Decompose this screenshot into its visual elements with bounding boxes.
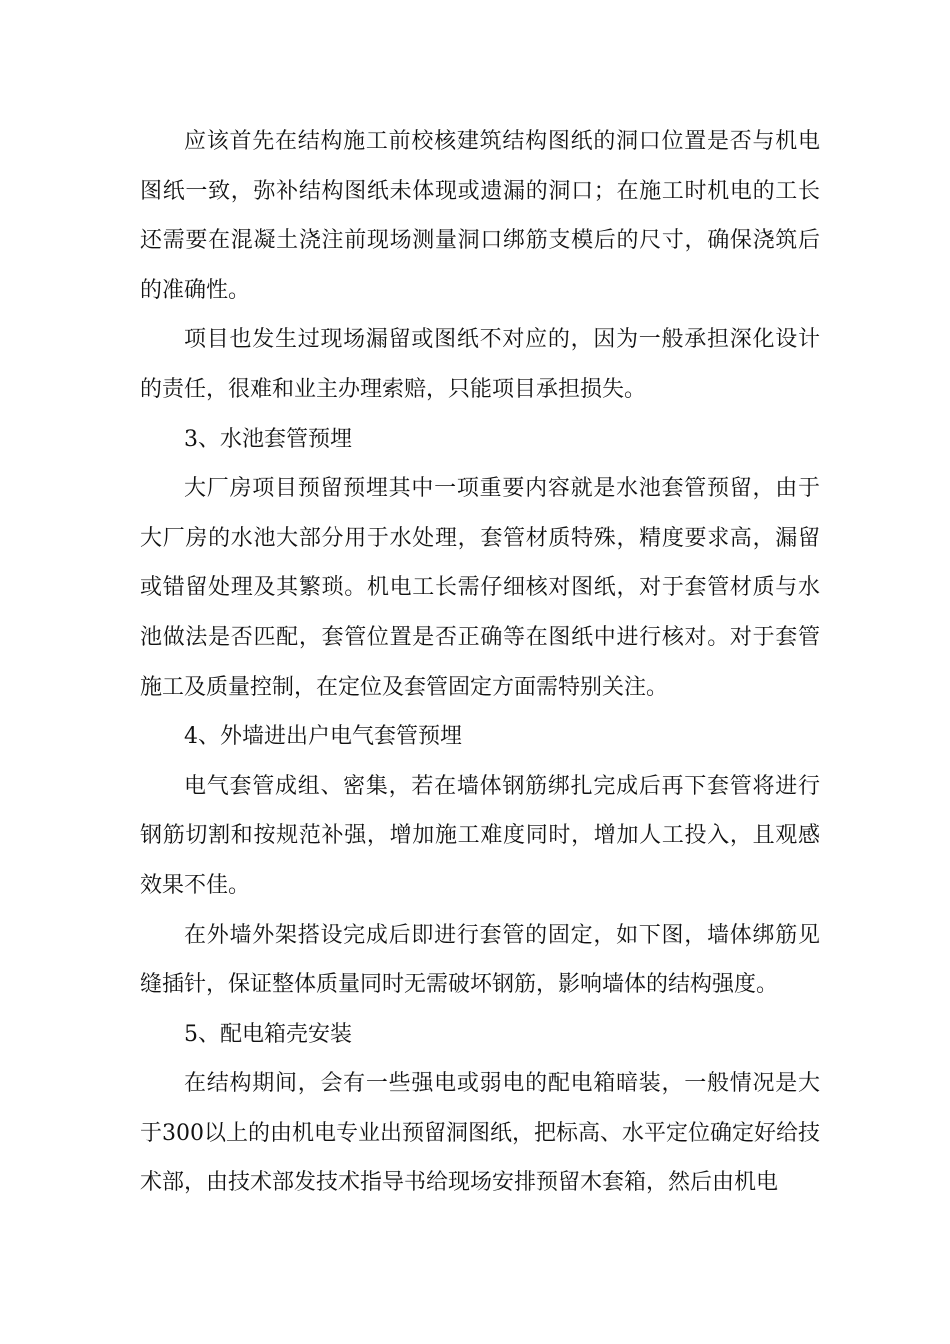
- heading-section-3: 3、水池套管预埋: [184, 426, 352, 452]
- paragraph-responsibility: 项目也发生过现场漏留或图纸不对应的，因为一般承担深化设计的责任，很难和业主办理索赔，只能项目承担损失。: [140, 327, 820, 402]
- document-body: [140, 117, 820, 1208]
- heading-section-5: 5、配电箱壳安装: [184, 1021, 352, 1047]
- heading-section-4: 4、外墙进出户电气套管预埋: [184, 724, 462, 750]
- paragraph-opening-check: 应该首先在结构施工前校核建筑结构图纸的洞口位置是否与机电图纸一致，弥补结构图纸未体现或遗漏的洞口；在施工时机电的工长还需要在混凝土浇注前现场测量洞口绑筋支模后的尺寸，确保浇筑后的准确性。: [140, 129, 820, 303]
- paragraph-scaffold-fixing: 在外墙外架搭设完成后即进行套管的固定，如下图，墙体绑筋见缝插针，保证整体质量同时无需破坏钢筋，影响墙体的结构强度。: [140, 922, 820, 998]
- paragraph-distribution-box: 在结构期间，会有一些强电或弱电的配电箱暗装，一般情况是大于300以上的由机电专业出预留洞图纸，把标高、水平定位确定好给技术部，由技术部发技术指导书给现场安排预留木套箱，然后由机电: [140, 1071, 820, 1196]
- paragraph-pool-sleeve: 大厂房项目预留预埋其中一项重要内容就是水池套管预留，由于大厂房的水池大部分用于水处理，套管材质特殊，精度要求高，漏留或错留处理及其繁琐。机电工长需仔细核对图纸，对于套管材质与水池做法是否匹配，套管位置是否正确等在图纸中进行核对。对于套管施工及质量控制，在定位及套管固定方面需特别关注。: [140, 476, 820, 700]
- paragraph-electrical-sleeve: 电气套管成组、密集，若在墙体钢筋绑扎完成后再下套管将进行钢筋切割和按规范补强，增加施工难度同时，增加人工投入，且观感效果不佳。: [140, 773, 820, 898]
